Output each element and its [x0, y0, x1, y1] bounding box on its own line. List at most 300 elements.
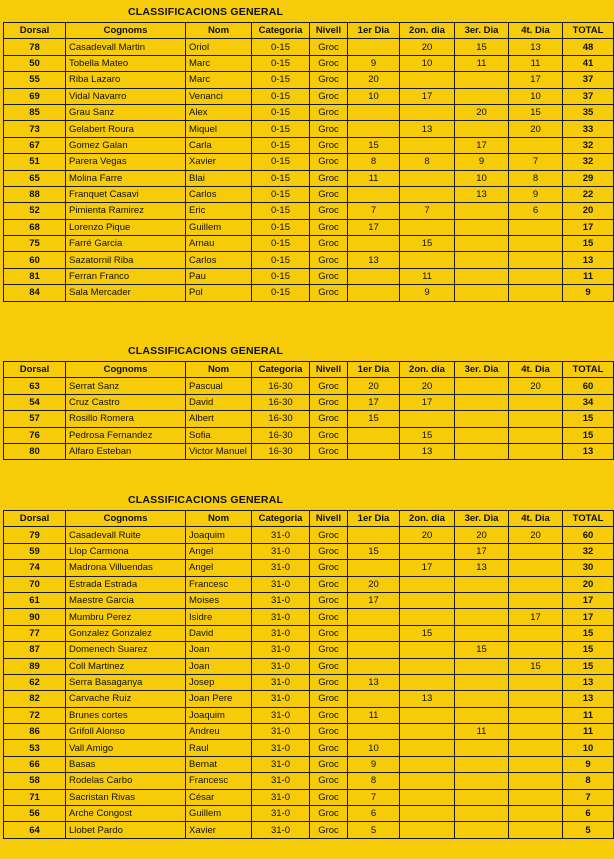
cell-nom: Sofia: [186, 427, 252, 443]
cell-nivell: Groc: [310, 773, 348, 789]
cell-dia2: [400, 642, 455, 658]
column-header-dia3: 3er. Dia: [455, 23, 509, 39]
section-title: CLASSIFICACIONS GENERAL: [128, 494, 284, 506]
cell-dia2: [400, 740, 455, 756]
cell-dia1: 20: [348, 72, 400, 88]
table-row: [4, 236, 614, 252]
column-header-dia4: 4t. Dia: [509, 362, 563, 378]
cell-dia4: [509, 740, 563, 756]
cell-dia4: [509, 724, 563, 740]
cell-dia3: 17: [455, 137, 509, 153]
cell-dia1: [348, 268, 400, 284]
table-row: [4, 203, 614, 219]
cell-nom: Joaquim: [186, 527, 252, 543]
cell-dia4: [509, 691, 563, 707]
cell-nom: Francesc: [186, 576, 252, 592]
cell-dia1: 15: [348, 411, 400, 427]
cell-dia3: [455, 658, 509, 674]
results-table: [3, 22, 614, 302]
cell-dia3: [455, 806, 509, 822]
cell-total: 13: [563, 674, 614, 690]
cell-dia4: [509, 789, 563, 805]
cell-total: 5: [563, 822, 614, 838]
cell-nom: Joan: [186, 642, 252, 658]
cell-dia4: 20: [509, 378, 563, 394]
cell-dorsal: 74: [4, 560, 66, 576]
cell-cognoms: Rosillo Romera: [66, 411, 186, 427]
cell-dia1: 10: [348, 88, 400, 104]
cell-nivell: Groc: [310, 806, 348, 822]
cell-dorsal: 76: [4, 427, 66, 443]
cell-cognoms: Alfaro Esteban: [66, 443, 186, 459]
cell-total: 20: [563, 576, 614, 592]
cell-categoria: 31-0: [252, 592, 310, 608]
header-row: [4, 511, 614, 527]
column-header-cognoms: Cognoms: [66, 511, 186, 527]
cell-dia4: [509, 236, 563, 252]
cell-dia3: [455, 740, 509, 756]
cell-categoria: 31-0: [252, 822, 310, 838]
cell-dia1: 6: [348, 806, 400, 822]
cell-dia4: 6: [509, 203, 563, 219]
cell-dorsal: 72: [4, 707, 66, 723]
cell-nivell: Groc: [310, 443, 348, 459]
cell-nivell: Groc: [310, 285, 348, 301]
cell-nom: Joaquim: [186, 707, 252, 723]
cell-dia2: 13: [400, 691, 455, 707]
cell-dia1: 17: [348, 394, 400, 410]
table-row: [4, 773, 614, 789]
cell-cognoms: Farré Garcia: [66, 236, 186, 252]
cell-total: 17: [563, 219, 614, 235]
cell-nom: Eric: [186, 203, 252, 219]
cell-categoria: 31-0: [252, 560, 310, 576]
table-row: [4, 756, 614, 772]
cell-dia1: 8: [348, 773, 400, 789]
cell-categoria: 0-15: [252, 39, 310, 55]
cell-dia4: [509, 268, 563, 284]
cell-total: 32: [563, 137, 614, 153]
cell-dia3: [455, 427, 509, 443]
table-row: [4, 592, 614, 608]
cell-nivell: Groc: [310, 789, 348, 805]
table-row: [4, 740, 614, 756]
cell-dia2: 15: [400, 625, 455, 641]
cell-dia1: [348, 285, 400, 301]
cell-dia4: [509, 773, 563, 789]
table-row: [4, 822, 614, 838]
cell-dia2: 20: [400, 378, 455, 394]
cell-dia3: [455, 592, 509, 608]
cell-nom: Francesc: [186, 773, 252, 789]
cell-dia2: [400, 822, 455, 838]
cell-cognoms: Gomez Galan: [66, 137, 186, 153]
cell-nom: Angel: [186, 560, 252, 576]
cell-dia3: 15: [455, 642, 509, 658]
cell-dia4: [509, 822, 563, 838]
cell-dia4: 15: [509, 104, 563, 120]
cell-dia4: 17: [509, 609, 563, 625]
cell-total: 15: [563, 236, 614, 252]
cell-nivell: Groc: [310, 378, 348, 394]
cell-dia2: 20: [400, 39, 455, 55]
cell-dia4: 20: [509, 121, 563, 137]
cell-total: 8: [563, 773, 614, 789]
cell-total: 22: [563, 186, 614, 202]
cell-nom: David: [186, 394, 252, 410]
cell-nom: Andreu: [186, 724, 252, 740]
cell-dorsal: 62: [4, 674, 66, 690]
cell-dia2: 7: [400, 203, 455, 219]
cell-cognoms: Basas: [66, 756, 186, 772]
table-row: [4, 691, 614, 707]
cell-dia3: [455, 789, 509, 805]
cell-dia1: 7: [348, 203, 400, 219]
column-header-nom: Nom: [186, 23, 252, 39]
cell-nivell: Groc: [310, 674, 348, 690]
cell-dia3: [455, 203, 509, 219]
column-header-dorsal: Dorsal: [4, 23, 66, 39]
cell-dia1: [348, 560, 400, 576]
cell-nom: Marc: [186, 55, 252, 71]
cell-dia2: 11: [400, 268, 455, 284]
column-header-dia2: 2on. dia: [400, 23, 455, 39]
table-row: [4, 219, 614, 235]
cell-dia2: 10: [400, 55, 455, 71]
cell-dorsal: 50: [4, 55, 66, 71]
cell-nom: Guillem: [186, 219, 252, 235]
cell-dia4: [509, 576, 563, 592]
results-table: [3, 510, 614, 839]
cell-dia2: [400, 72, 455, 88]
cell-categoria: 31-0: [252, 724, 310, 740]
cell-dorsal: 66: [4, 756, 66, 772]
cell-nivell: Groc: [310, 740, 348, 756]
cell-nom: Xavier: [186, 822, 252, 838]
cell-total: 15: [563, 411, 614, 427]
table-row: [4, 170, 614, 186]
cell-cognoms: Grau Sanz: [66, 104, 186, 120]
cell-dia3: [455, 756, 509, 772]
cell-cognoms: Pedrosa Fernandez: [66, 427, 186, 443]
cell-dia2: [400, 186, 455, 202]
cell-dia4: 20: [509, 527, 563, 543]
cell-dia3: 20: [455, 104, 509, 120]
cell-dia2: [400, 773, 455, 789]
table-row: [4, 252, 614, 268]
cell-categoria: 0-15: [252, 121, 310, 137]
cell-dia3: 11: [455, 724, 509, 740]
cell-dia2: [400, 789, 455, 805]
cell-cognoms: Sala Mercader: [66, 285, 186, 301]
cell-dia4: 9: [509, 186, 563, 202]
cell-dia1: [348, 527, 400, 543]
cell-categoria: 16-30: [252, 443, 310, 459]
table-row: [4, 707, 614, 723]
cell-total: 13: [563, 252, 614, 268]
column-header-dia1: 1er Dia: [348, 362, 400, 378]
cell-dorsal: 58: [4, 773, 66, 789]
cell-dia4: [509, 285, 563, 301]
cell-categoria: 0-15: [252, 170, 310, 186]
cell-nivell: Groc: [310, 219, 348, 235]
column-header-dia2: 2on. dia: [400, 362, 455, 378]
cell-cognoms: Rodelas Carbo: [66, 773, 186, 789]
cell-nom: Victor Manuel: [186, 443, 252, 459]
cell-dia4: [509, 394, 563, 410]
cell-total: 13: [563, 443, 614, 459]
cell-dorsal: 65: [4, 170, 66, 186]
cell-dia1: [348, 443, 400, 459]
table-row: [4, 88, 614, 104]
cell-total: 30: [563, 560, 614, 576]
column-header-total: TOTAL: [563, 511, 614, 527]
cell-total: 32: [563, 154, 614, 170]
cell-dia2: 20: [400, 527, 455, 543]
table-row: [4, 154, 614, 170]
cell-dia4: [509, 137, 563, 153]
cell-nom: Isidre: [186, 609, 252, 625]
cell-dorsal: 68: [4, 219, 66, 235]
cell-dorsal: 64: [4, 822, 66, 838]
cell-cognoms: Cruz Castro: [66, 394, 186, 410]
cell-dorsal: 52: [4, 203, 66, 219]
cell-dia4: [509, 543, 563, 559]
cell-cognoms: Maestre Garcia: [66, 592, 186, 608]
cell-categoria: 31-0: [252, 707, 310, 723]
cell-nom: Carlos: [186, 186, 252, 202]
table-row: [4, 39, 614, 55]
cell-categoria: 0-15: [252, 203, 310, 219]
column-header-categoria: Categoria: [252, 362, 310, 378]
cell-dorsal: 87: [4, 642, 66, 658]
cell-dia4: 15: [509, 658, 563, 674]
cell-categoria: 31-0: [252, 756, 310, 772]
cell-dorsal: 63: [4, 378, 66, 394]
cell-dia2: 17: [400, 560, 455, 576]
cell-dia3: [455, 285, 509, 301]
cell-nivell: Groc: [310, 88, 348, 104]
cell-dia2: [400, 609, 455, 625]
section-title: CLASSIFICACIONS GENERAL: [128, 345, 284, 357]
cell-nivell: Groc: [310, 411, 348, 427]
cell-dia2: 15: [400, 236, 455, 252]
cell-categoria: 16-30: [252, 394, 310, 410]
cell-dia2: [400, 674, 455, 690]
cell-total: 60: [563, 378, 614, 394]
cell-nom: David: [186, 625, 252, 641]
results-table: [3, 361, 614, 460]
cell-categoria: 31-0: [252, 642, 310, 658]
cell-nom: Albert: [186, 411, 252, 427]
cell-nom: Arnau: [186, 236, 252, 252]
cell-cognoms: Gonzalez Gonzalez: [66, 625, 186, 641]
cell-dia1: 15: [348, 543, 400, 559]
cell-dia3: [455, 691, 509, 707]
cell-nivell: Groc: [310, 170, 348, 186]
cell-categoria: 31-0: [252, 658, 310, 674]
cell-dia1: [348, 236, 400, 252]
cell-total: 17: [563, 609, 614, 625]
cell-dia3: 13: [455, 560, 509, 576]
table-row: [4, 609, 614, 625]
cell-dia2: 13: [400, 121, 455, 137]
cell-cognoms: Parera Vegas: [66, 154, 186, 170]
cell-total: 15: [563, 658, 614, 674]
cell-total: 37: [563, 88, 614, 104]
table-row: [4, 576, 614, 592]
cell-total: 29: [563, 170, 614, 186]
cell-total: 32: [563, 543, 614, 559]
cell-dia1: [348, 609, 400, 625]
table-row: [4, 527, 614, 543]
cell-dia2: 13: [400, 443, 455, 459]
table-row: [4, 674, 614, 690]
column-header-nivell: Nivell: [310, 511, 348, 527]
cell-categoria: 31-0: [252, 625, 310, 641]
cell-cognoms: Coll Martinez: [66, 658, 186, 674]
cell-nom: Blai: [186, 170, 252, 186]
cell-dia4: [509, 411, 563, 427]
cell-dia2: [400, 411, 455, 427]
cell-dia1: 17: [348, 592, 400, 608]
cell-nom: César: [186, 789, 252, 805]
cell-dorsal: 54: [4, 394, 66, 410]
cell-dia1: [348, 625, 400, 641]
cell-nom: Pascual: [186, 378, 252, 394]
cell-cognoms: Ferran Franco: [66, 268, 186, 284]
table-row: [4, 268, 614, 284]
cell-nivell: Groc: [310, 576, 348, 592]
cell-dia4: [509, 560, 563, 576]
cell-cognoms: Llobet Pardo: [66, 822, 186, 838]
cell-categoria: 31-0: [252, 674, 310, 690]
cell-nom: Pol: [186, 285, 252, 301]
cell-dia1: 9: [348, 55, 400, 71]
cell-nivell: Groc: [310, 642, 348, 658]
cell-nom: Bernat: [186, 756, 252, 772]
cell-dia4: 11: [509, 55, 563, 71]
column-header-dia4: 4t. Dia: [509, 511, 563, 527]
cell-nivell: Groc: [310, 203, 348, 219]
cell-dia2: [400, 576, 455, 592]
cell-nom: Xavier: [186, 154, 252, 170]
cell-dia2: [400, 658, 455, 674]
cell-cognoms: Domenech Suarez: [66, 642, 186, 658]
cell-dorsal: 60: [4, 252, 66, 268]
cell-categoria: 0-15: [252, 285, 310, 301]
cell-nom: Raul: [186, 740, 252, 756]
cell-dia4: 7: [509, 154, 563, 170]
cell-dia4: [509, 427, 563, 443]
cell-nom: Joan Pere: [186, 691, 252, 707]
column-header-nivell: Nivell: [310, 362, 348, 378]
table-row: [4, 427, 614, 443]
cell-dia1: 9: [348, 756, 400, 772]
cell-dia2: [400, 707, 455, 723]
cell-categoria: 0-15: [252, 268, 310, 284]
cell-cognoms: Gelabert Roura: [66, 121, 186, 137]
cell-dia3: [455, 773, 509, 789]
cell-dorsal: 67: [4, 137, 66, 153]
cell-total: 20: [563, 203, 614, 219]
cell-cognoms: Brunes cortes: [66, 707, 186, 723]
cell-nivell: Groc: [310, 625, 348, 641]
cell-dia3: [455, 411, 509, 427]
cell-nivell: Groc: [310, 707, 348, 723]
cell-nivell: Groc: [310, 527, 348, 543]
cell-dia4: [509, 443, 563, 459]
cell-nom: Marc: [186, 72, 252, 88]
cell-dia3: [455, 625, 509, 641]
cell-dorsal: 56: [4, 806, 66, 822]
table-row: [4, 806, 614, 822]
cell-dia3: 10: [455, 170, 509, 186]
cell-dia3: [455, 609, 509, 625]
column-header-dia3: 3er. Dia: [455, 511, 509, 527]
cell-dia2: 17: [400, 394, 455, 410]
cell-total: 11: [563, 724, 614, 740]
cell-dia3: [455, 219, 509, 235]
cell-categoria: 16-30: [252, 378, 310, 394]
cell-dia4: [509, 219, 563, 235]
cell-dia2: 15: [400, 427, 455, 443]
column-header-cognoms: Cognoms: [66, 362, 186, 378]
table-row: [4, 72, 614, 88]
column-header-total: TOTAL: [563, 362, 614, 378]
table-row: [4, 186, 614, 202]
cell-dia2: [400, 592, 455, 608]
table-row: [4, 121, 614, 137]
cell-dia2: [400, 219, 455, 235]
cell-dia1: [348, 39, 400, 55]
table-row: [4, 394, 614, 410]
cell-dia1: [348, 691, 400, 707]
cell-nivell: Groc: [310, 822, 348, 838]
cell-dia4: 10: [509, 88, 563, 104]
cell-dorsal: 88: [4, 186, 66, 202]
column-header-dorsal: Dorsal: [4, 511, 66, 527]
cell-dia1: 15: [348, 137, 400, 153]
cell-total: 41: [563, 55, 614, 71]
cell-nivell: Groc: [310, 72, 348, 88]
cell-dorsal: 84: [4, 285, 66, 301]
table-row: [4, 55, 614, 71]
cell-total: 6: [563, 806, 614, 822]
header-row: [4, 362, 614, 378]
cell-dia3: [455, 394, 509, 410]
cell-total: 7: [563, 789, 614, 805]
cell-dia1: [348, 104, 400, 120]
cell-dia2: [400, 104, 455, 120]
cell-nivell: Groc: [310, 104, 348, 120]
cell-categoria: 31-0: [252, 691, 310, 707]
cell-nivell: Groc: [310, 609, 348, 625]
cell-dia1: [348, 427, 400, 443]
cell-cognoms: Carvache Ruiz: [66, 691, 186, 707]
column-header-nom: Nom: [186, 511, 252, 527]
table-row: [4, 642, 614, 658]
cell-categoria: 31-0: [252, 773, 310, 789]
cell-nom: Josep: [186, 674, 252, 690]
cell-categoria: 31-0: [252, 576, 310, 592]
cell-nivell: Groc: [310, 55, 348, 71]
cell-nom: Carla: [186, 137, 252, 153]
cell-nivell: Groc: [310, 592, 348, 608]
cell-total: 15: [563, 625, 614, 641]
cell-nivell: Groc: [310, 658, 348, 674]
cell-cognoms: Tobella Mateo: [66, 55, 186, 71]
